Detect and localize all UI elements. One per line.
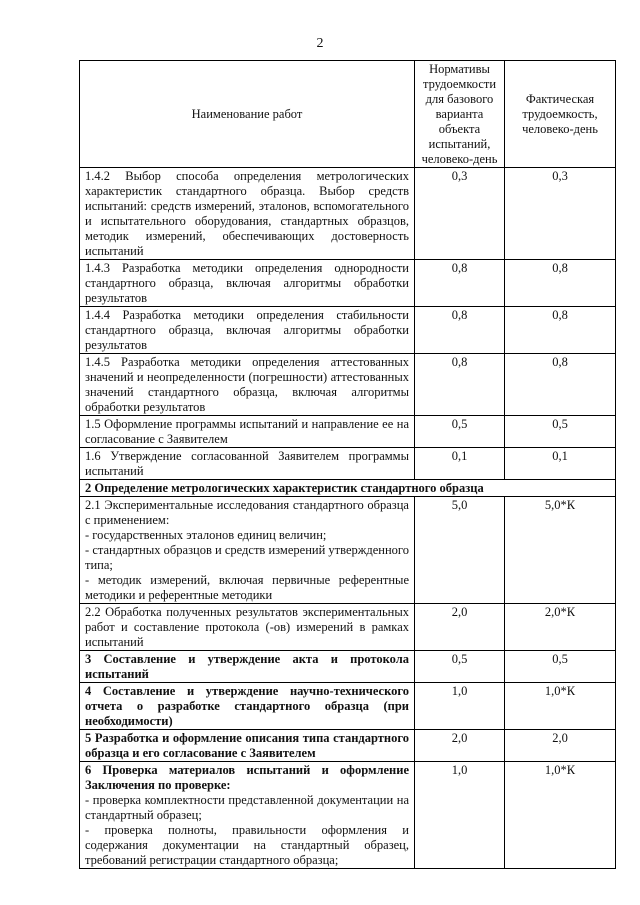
header-actual: Фактическая трудоемкость, человеко-день xyxy=(505,61,616,168)
norm-value: 0,5 xyxy=(415,651,505,683)
work-name: 1.4.3 Разработка методики определения однородности стандартного образца, включая алгоритмы обработки результатов xyxy=(85,261,409,305)
actual-value: 0,8 xyxy=(505,307,616,354)
norm-value: 0,3 xyxy=(415,168,505,260)
norm-value: 0,8 xyxy=(415,354,505,416)
actual-value: 0,8 xyxy=(505,260,616,307)
actual-value: 0,8 xyxy=(505,354,616,416)
norm-value: 0,8 xyxy=(415,260,505,307)
work-name-cell xyxy=(80,448,415,480)
work-name-cell xyxy=(80,416,415,448)
table-row xyxy=(80,260,616,307)
table-row xyxy=(80,354,616,416)
work-name-cell xyxy=(80,730,415,762)
table-row xyxy=(80,448,616,480)
work-name-cell xyxy=(80,683,415,730)
work-subitem: - проверка комплектности представленной документации на стандартный образец; xyxy=(85,793,409,822)
work-name-cell xyxy=(80,354,415,416)
work-name-cell xyxy=(80,260,415,307)
work-table xyxy=(79,60,616,869)
norm-value: 1,0 xyxy=(415,762,505,869)
actual-value: 0,1 xyxy=(505,448,616,480)
work-name: 6 Проверка материалов испытаний и оформление Заключения по проверке: xyxy=(85,763,409,792)
work-name: 5 Разработка и оформление описания типа стандартного образца и его согласование с Заявителем xyxy=(85,731,409,760)
section-title: 2 Определение метрологических характеристик стандартного образца xyxy=(80,480,616,497)
table-row xyxy=(80,307,616,354)
table-section-row xyxy=(80,480,616,497)
actual-value: 5,0*К xyxy=(505,497,616,604)
header-name: Наименование работ xyxy=(80,61,415,168)
norm-value: 0,1 xyxy=(415,448,505,480)
norm-value: 2,0 xyxy=(415,730,505,762)
page-number: 2 xyxy=(316,36,324,51)
work-name: 2.2 Обработка полученных результатов экспериментальных работ и составление протокола (-ов) измерений в рамках испытаний xyxy=(85,605,409,649)
work-name-cell xyxy=(80,604,415,651)
header-norm: Нормативы трудоемкости для базового варианта объекта испытаний, человеко-день xyxy=(415,61,505,168)
work-name-cell xyxy=(80,651,415,683)
table-row xyxy=(80,416,616,448)
work-subitem: - государственных эталонов единиц величин; xyxy=(85,528,327,542)
actual-value: 1,0*К xyxy=(505,762,616,869)
work-subitem: - проверка полноты, правильности оформления и содержания документации на стандартный образец, требований регистрации стандартного образца; xyxy=(85,823,409,867)
actual-value: 2,0 xyxy=(505,730,616,762)
table-body xyxy=(80,168,616,869)
norm-value: 5,0 xyxy=(415,497,505,604)
table-row xyxy=(80,497,616,604)
work-name-cell xyxy=(80,168,415,260)
work-name-cell xyxy=(80,497,415,604)
actual-value: 0,3 xyxy=(505,168,616,260)
work-name: 2.1 Экспериментальные исследования стандартного образца с применением: xyxy=(85,498,409,527)
table-row xyxy=(80,762,616,869)
work-name-cell xyxy=(80,762,415,869)
norm-value: 1,0 xyxy=(415,683,505,730)
work-name: 1.4.2 Выбор способа определения метрологических характеристик стандартного образца. Выбор средств испытаний: средств измерений, эталонов, вспомогательного и испытательного оборудования, стандартных образцов, методик измерений, обеспечивающих достоверность испытаний xyxy=(85,169,409,258)
actual-value: 1,0*К xyxy=(505,683,616,730)
table-row xyxy=(80,730,616,762)
norm-value: 0,8 xyxy=(415,307,505,354)
work-name-cell xyxy=(80,307,415,354)
actual-value: 0,5 xyxy=(505,416,616,448)
table-row xyxy=(80,168,616,260)
actual-value: 2,0*К xyxy=(505,604,616,651)
work-name: 3 Составление и утверждение акта и протокола испытаний xyxy=(85,652,409,681)
table-header-row xyxy=(80,61,616,168)
work-name: 1.6 Утверждение согласованной Заявителем программы испытаний xyxy=(85,449,409,478)
actual-value: 0,5 xyxy=(505,651,616,683)
norm-value: 2,0 xyxy=(415,604,505,651)
work-name: 1.5 Оформление программы испытаний и направление ее на согласование с Заявителем xyxy=(85,417,409,446)
norm-value: 0,5 xyxy=(415,416,505,448)
work-name: 1.4.4 Разработка методики определения стабильности стандартного образца, включая алгоритмы обработки результатов xyxy=(85,308,409,352)
work-name: 1.4.5 Разработка методики определения аттестованных значений и неопределенности (погрешности) аттестованных значений стандартного образца, включая алгоритмы обработки результатов xyxy=(85,355,409,414)
work-subitem: - стандартных образцов и средств измерений утвержденного типа; xyxy=(85,543,409,572)
table-row xyxy=(80,683,616,730)
work-name: 4 Составление и утверждение научно-технического отчета о разработке стандартного образца (при необходимости) xyxy=(85,684,409,728)
work-subitem: - методик измерений, включая первичные референтные методики и референтные методики xyxy=(85,573,409,602)
table-row xyxy=(80,651,616,683)
table-row xyxy=(80,604,616,651)
